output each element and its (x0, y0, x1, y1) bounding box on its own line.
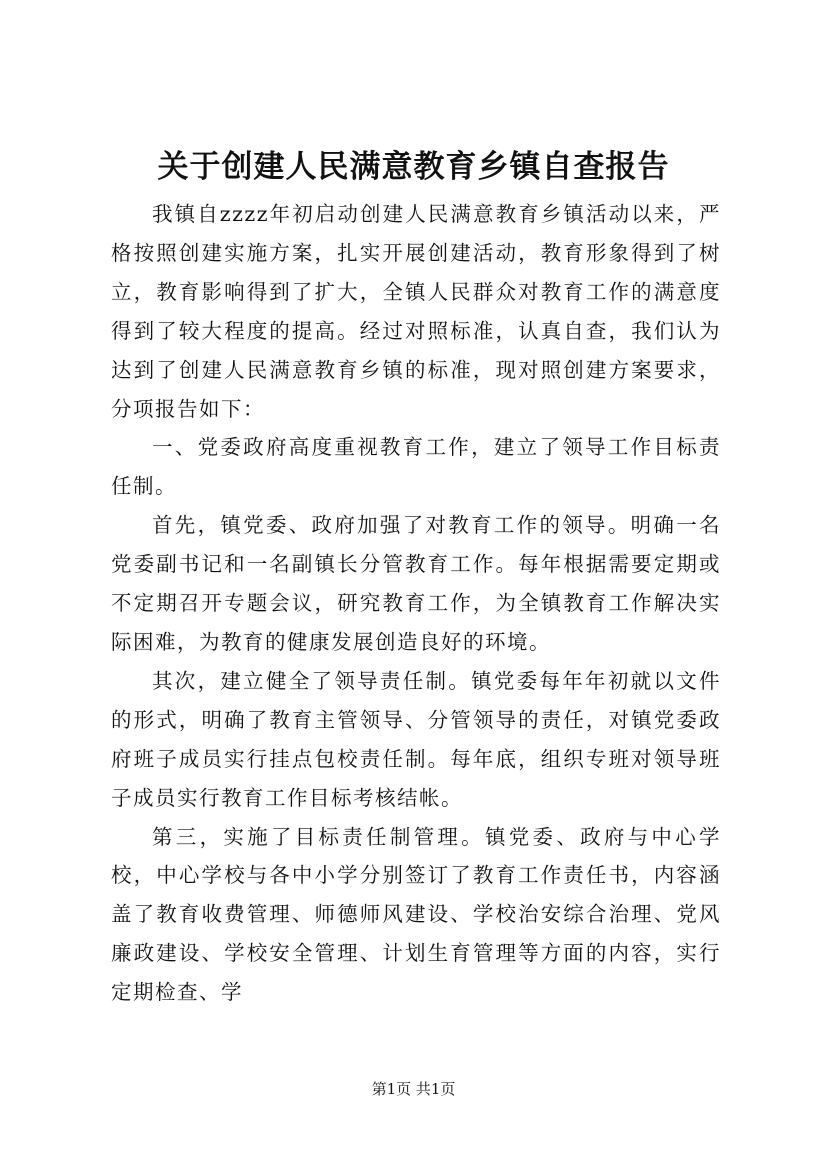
paragraph-third: 第三，实施了目标责任制管理。镇党委、政府与中心学校，中心学校与各中小学分别签订了教育工作责任书，内容涵盖了教育收费管理、师德师风建设、学校治安综合治理、党风廉政建设、学校安全管理、计划生育管理等方面的内容，实行定期检查、学 (111, 824, 721, 1005)
paragraph-section-heading-1: 一、党委政府高度重视教育工作，建立了领导工作目标责任制。 (111, 435, 721, 499)
document-title: 关于创建人民满意教育乡镇自查报告 (157, 149, 670, 185)
paragraph-first: 首先，镇党委、政府加强了对教育工作的领导。明确一名党委副书记和一名副镇长分管教育工作。每年根据需要定期或不定期召开专题会议，研究教育工作，为全镇教育工作解决实际困难，为教育的健康发展创造良好的环境。 (111, 513, 721, 654)
page-footer: 第1页 共1页 (371, 1080, 456, 1098)
paragraph-intro: 我镇自zzzz年初启动创建人民满意教育乡镇活动以来，严格按照创建实施方案，扎实开展创建活动，教育形象得到了树立，教育影响得到了扩大，全镇人民群众对教育工作的满意度得到了较大程度的提高。经过对照标准，认真自查，我们认为达到了创建人民满意教育乡镇的标准，现对照创建方案要求，分项报告如下： (111, 202, 721, 421)
document-body (111, 195, 721, 1012)
paragraph-second: 其次，建立健全了领导责任制。镇党委每年年初就以文件的形式，明确了教育主管领导、分管领导的责任，对镇党委政府班子成员实行挂点包校责任制。每年底，组织专班对领导班子成员实行教育工作目标考核结帐。 (111, 668, 721, 810)
